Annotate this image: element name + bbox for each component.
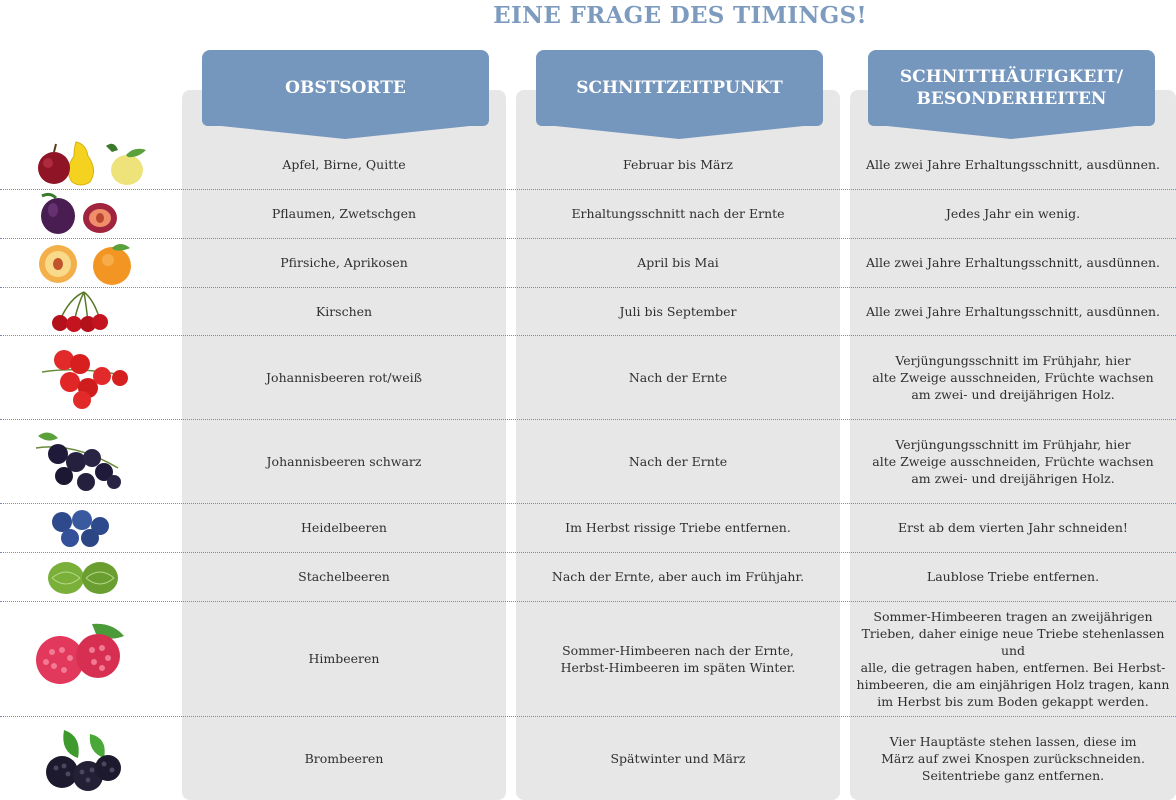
raspberry-icon bbox=[32, 622, 130, 690]
fruit-name: Pflaumen, Zwetschgen bbox=[271, 206, 417, 221]
fruit-name: Pfirsiche, Aprikosen bbox=[280, 255, 408, 270]
header-schnittzeitpunkt: SCHNITTZEITPUNKT bbox=[536, 50, 823, 126]
header-obstsorte-tip bbox=[202, 124, 489, 139]
page-title: EINE FRAGE DES TIMINGS! bbox=[493, 2, 867, 29]
cut-time: Nach der Ernte bbox=[628, 453, 728, 469]
cut-time: Erhaltungsschnitt nach der Ernte bbox=[571, 206, 785, 221]
cut-note: Laublose Triebe entfernen. bbox=[926, 569, 1100, 584]
cut-time: Juli bis September bbox=[619, 303, 737, 319]
gooseberry-icon bbox=[46, 556, 122, 598]
cut-time: Spätwinter und März bbox=[610, 750, 746, 766]
fruit-name: Kirschen bbox=[315, 303, 373, 319]
cut-note: Jedes Jahr ein wenig. bbox=[945, 206, 1081, 221]
fruit-name: Brombeeren bbox=[304, 750, 384, 766]
cut-time: April bis Mai bbox=[637, 255, 719, 270]
cut-time: Nach der Ernte, aber auch im Frühjahr. bbox=[551, 569, 805, 584]
fruit-name: Johannisbeeren schwarz bbox=[266, 453, 422, 469]
blueberry-icon bbox=[50, 508, 112, 548]
cherry-icon bbox=[50, 290, 110, 334]
cut-note: Alle zwei Jahre Erhaltungsschnitt, ausdünnen. bbox=[865, 255, 1161, 270]
cut-note: Verjüngungsschnitt im Frühjahr, hier alte Zweige ausschneiden, Früchte wachsen am zwei- und dreijährigen Holz. bbox=[872, 352, 1154, 402]
cut-note: Verjüngungsschnitt im Frühjahr, hier alte Zweige ausschneiden, Früchte wachsen am zwei- und dreijährigen Holz. bbox=[872, 436, 1154, 486]
cut-note: Alle zwei Jahre Erhaltungsschnitt, ausdünnen. bbox=[865, 156, 1161, 172]
header-obstsorte: OBSTSORTE bbox=[202, 50, 489, 126]
cut-note: Erst ab dem vierten Jahr schneiden! bbox=[898, 520, 1128, 535]
header-schnittzeitpunkt-tip bbox=[536, 124, 823, 139]
cut-time: Im Herbst rissige Triebe entfernen. bbox=[565, 520, 791, 535]
blackberry-icon bbox=[42, 728, 124, 794]
cut-time: Nach der Ernte bbox=[628, 369, 728, 385]
fruit-name: Himbeeren bbox=[308, 651, 380, 666]
cut-note: Alle zwei Jahre Erhaltungsschnitt, ausdünnen. bbox=[865, 303, 1161, 319]
fruit-name: Apfel, Birne, Quitte bbox=[282, 156, 406, 172]
apple-pear-quince-icon bbox=[34, 138, 149, 188]
fruit-name: Heidelbeeren bbox=[301, 520, 387, 535]
redcurrant-icon bbox=[40, 346, 132, 410]
blackcurrant-icon bbox=[34, 428, 122, 494]
plum-icon bbox=[36, 192, 126, 236]
header-besonderheiten-tip bbox=[868, 124, 1155, 139]
peach-apricot-icon bbox=[36, 242, 136, 286]
fruit-name: Stachelbeeren bbox=[298, 569, 390, 584]
fruit-name: Johannisbeeren rot/weiß bbox=[266, 369, 422, 385]
header-besonderheiten: SCHNITTHÄUFIGKEIT/ BESONDERHEITEN bbox=[868, 50, 1155, 126]
cut-time: Februar bis März bbox=[622, 156, 734, 172]
cut-time: Sommer-Himbeeren nach der Ernte, Herbst-Himbeeren im späten Winter. bbox=[560, 642, 796, 675]
cut-note: Sommer-Himbeeren tragen an zweijährigen Trieben, daher einige neue Triebe stehenlassen und alle, die getragen haben, entfernen. Bei Herbst- himbeeren, die am einjährigen Holz tragen, kann im Herbst bis zum Boden gekappt werden. bbox=[856, 608, 1170, 709]
cut-note: Vier Hauptäste stehen lassen, diese im März auf zwei Knospen zurückschneiden. Seitentriebe ganz entfernen. bbox=[881, 733, 1145, 783]
